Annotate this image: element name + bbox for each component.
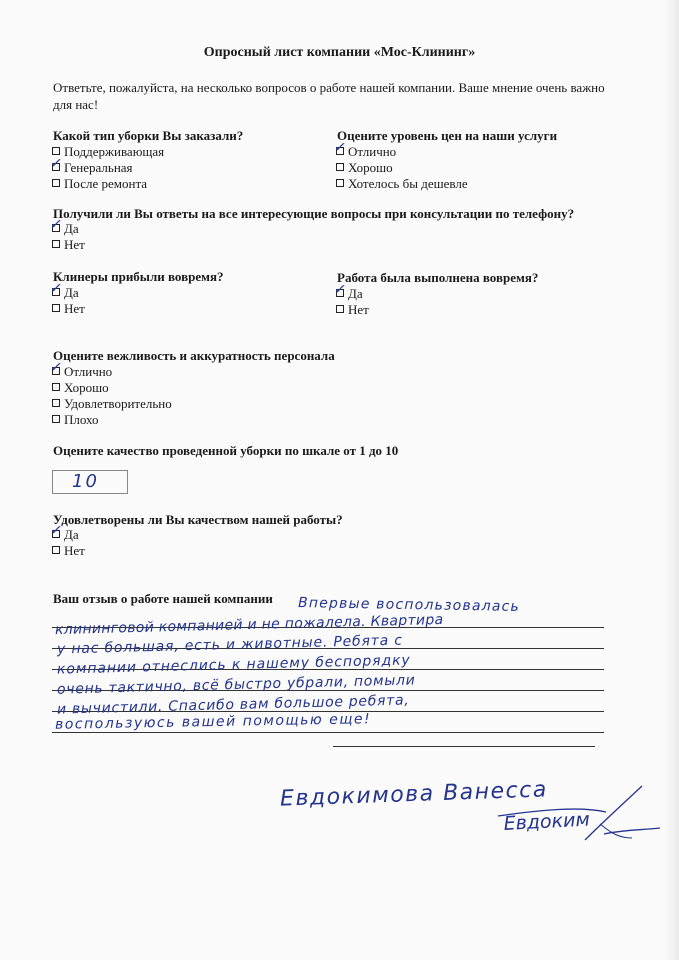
checkbox[interactable] <box>52 383 60 391</box>
signature-line <box>333 746 595 747</box>
signature-mark-text: Евдоким <box>503 808 591 835</box>
option-maintenance[interactable] <box>52 144 164 160</box>
signer-name: Евдокимова Ванесса <box>279 777 549 812</box>
feedback-handwriting-line: и вычистили. Спасибо вам большое ребята, <box>56 692 410 718</box>
check-mark-icon: ✓ <box>332 279 348 299</box>
option-label: Хорошо <box>348 160 393 175</box>
checkbox[interactable] <box>52 240 60 248</box>
options-arrival-on-time <box>48 278 85 317</box>
option-label: Да <box>64 285 79 300</box>
option-after-repair[interactable] <box>52 176 164 192</box>
checkbox-checked[interactable] <box>48 214 64 234</box>
feedback-line <box>52 732 604 733</box>
intro-text: Ответьте, пожалуйста, на несколько вопросов о работе нашей компании. Ваше мнение очень важно для нас! <box>53 80 605 112</box>
feedback-handwriting-line: воспользуюсь вашей помощью еще! <box>54 711 372 733</box>
option-label: Нет <box>348 302 369 317</box>
checkbox[interactable] <box>336 179 344 187</box>
option-label: Нет <box>64 237 85 252</box>
feedback-handwriting-line: очень тактично, всё быстро убрали, помыли <box>56 672 416 698</box>
options-satisfaction <box>48 520 85 559</box>
options-staff-politeness <box>48 357 172 428</box>
question-cleaning-type: Какой тип уборки Вы заказали? <box>53 128 244 143</box>
options-price-level <box>332 137 468 192</box>
checkbox[interactable] <box>52 179 60 187</box>
checkbox[interactable] <box>52 546 60 554</box>
option-excellent[interactable] <box>48 357 172 380</box>
checkbox-checked[interactable] <box>48 153 64 173</box>
option-yes[interactable] <box>48 520 85 543</box>
option-no[interactable] <box>336 302 369 318</box>
option-label: Нет <box>64 301 85 316</box>
option-label: Хотелось бы дешевле <box>348 176 468 191</box>
option-yes[interactable] <box>48 278 85 301</box>
option-no[interactable] <box>52 237 85 253</box>
option-label: Хорошо <box>64 380 109 395</box>
question-work-on-time: Работа была выполнена вовремя? <box>337 270 539 285</box>
option-label: Нет <box>64 543 85 558</box>
checkbox[interactable] <box>336 163 344 171</box>
checkbox[interactable] <box>52 304 60 312</box>
options-phone-consultation <box>48 214 85 253</box>
feedback-handwriting-line: у нас большая, есть и животные. Ребята с <box>56 632 403 658</box>
option-label: Отлично <box>64 364 113 379</box>
option-yes[interactable] <box>48 214 85 237</box>
option-excellent[interactable] <box>332 137 468 160</box>
checkbox-checked[interactable] <box>48 520 64 540</box>
check-mark-icon: ✓ <box>48 214 64 234</box>
option-cheaper[interactable] <box>336 176 468 192</box>
option-satisfactory[interactable] <box>52 396 172 412</box>
score-value: 10 <box>72 471 99 492</box>
checkbox[interactable] <box>336 305 344 313</box>
checkbox-checked[interactable] <box>48 278 64 298</box>
question-quality-score: Оцените качество проведенной уборки по шкале от 1 до 10 <box>53 443 399 458</box>
checkbox-checked[interactable] <box>48 357 64 377</box>
option-label: Генеральная <box>64 160 133 175</box>
checkbox[interactable] <box>52 415 60 423</box>
feedback-handwriting-line: клининговой компанией и не пожалела. Квартира <box>54 611 444 639</box>
check-mark-icon: ✓ <box>48 357 64 377</box>
option-label: Плохо <box>64 412 99 427</box>
feedback-label: Ваш отзыв о работе нашей компании <box>53 591 273 606</box>
question-satisfaction: Удовлетворены ли Вы качеством нашей работы? <box>53 512 343 527</box>
option-no[interactable] <box>52 301 85 317</box>
checkbox-checked[interactable] <box>332 137 348 157</box>
option-general[interactable] <box>48 153 164 176</box>
check-mark-icon: ✓ <box>48 153 64 173</box>
options-work-on-time <box>332 279 369 318</box>
check-mark-icon: ✓ <box>48 520 64 540</box>
question-phone-consultation: Получили ли Вы ответы на все интересующие вопросы при консультации по телефону? <box>53 206 575 221</box>
option-good[interactable] <box>52 380 172 396</box>
checkbox-checked[interactable] <box>332 279 348 299</box>
option-label: Удовлетворительно <box>64 396 172 411</box>
options-cleaning-type <box>48 144 165 192</box>
option-label: После ремонта <box>64 176 148 191</box>
question-arrival-on-time: Клинеры прибыли вовремя? <box>53 269 224 284</box>
signature-mark <box>480 780 670 860</box>
feedback-handwriting-line: компании отнеслись к нашему беспорядку <box>56 652 411 678</box>
feedback-handwriting-line: Впервые воспользовалась <box>297 595 521 615</box>
checkbox[interactable] <box>52 399 60 407</box>
option-label: Отлично <box>348 144 397 159</box>
option-label: Да <box>348 286 363 301</box>
check-mark-icon: ✓ <box>332 137 348 157</box>
option-good[interactable] <box>336 160 468 176</box>
option-yes[interactable] <box>332 279 369 302</box>
option-label: Да <box>64 527 79 542</box>
option-no[interactable] <box>52 543 85 559</box>
page-title: Опросный лист компании «Мос-Клининг» <box>203 45 476 60</box>
check-mark-icon: ✓ <box>48 278 64 298</box>
question-price-level: Оцените уровень цен на наши услуги <box>337 128 558 143</box>
option-bad[interactable] <box>52 412 172 428</box>
question-staff-politeness: Оцените вежливость и аккуратность персонала <box>53 348 335 363</box>
option-label: Да <box>64 221 79 236</box>
option-label: Поддерживающая <box>64 144 165 159</box>
